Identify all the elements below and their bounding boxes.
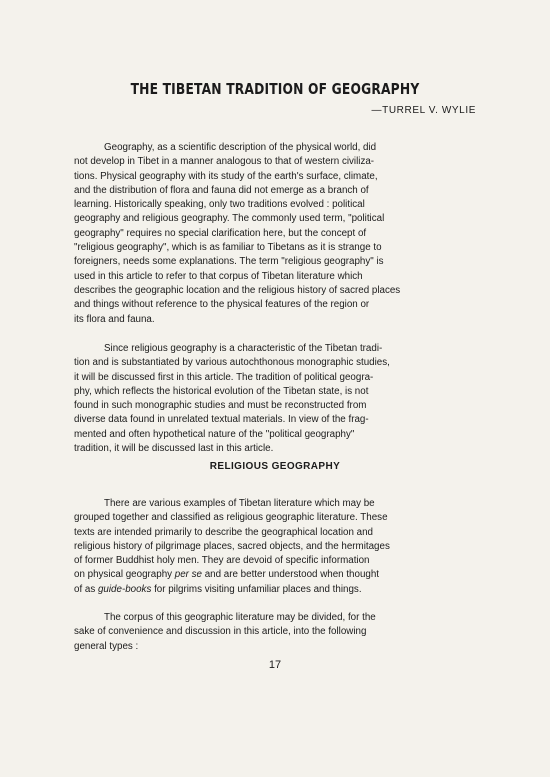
italic-term: guide-books (97, 583, 152, 595)
italic-term: per se (174, 569, 202, 581)
paragraph-corpus (74, 611, 474, 654)
section-heading: RELIGIOUS GEOGRAPHY (209, 461, 341, 472)
paragraph-second (74, 342, 474, 456)
text-line: its flora and fauna. (74, 313, 155, 325)
text-line: texts are intended primarily to describe the geographical location and (74, 526, 373, 538)
text-line: not develop in Tibet in a manner analogous to that of western civiliza- (74, 156, 375, 168)
text-line: tradition, it will be discussed last in this article. (74, 443, 274, 455)
text-line: "religious geography", which is as familiar to Tibetans as it is strange to (74, 242, 382, 254)
text-line (74, 568, 474, 582)
text-line: Since religious geography is a characteristic of the Tibetan tradi- (104, 343, 383, 354)
text-segment: on physical geography (74, 569, 175, 581)
text-line: phy, which reflects the historical evolution of the Tibetan state, is not (74, 385, 369, 397)
paragraph-intro (74, 141, 474, 327)
text-line: Geography, as a scientific description of the physical world, did (104, 142, 377, 153)
text-line: grouped together and classified as religious geographic literature. These (74, 512, 388, 524)
text-line: found in such monographic studies and must be reconstructed from (74, 400, 367, 412)
text-line: sake of convenience and discussion in this article, into the following (74, 626, 367, 638)
text-line: religious history of pilgrimage places, sacred objects, and the hermitages (74, 540, 390, 552)
text-line: geography and religious geography. The commonly used term, "political (74, 213, 385, 225)
text-line: The corpus of this geographic literature may be divided, for the (104, 612, 376, 623)
text-segment: and are better understood when thought (202, 569, 380, 581)
author-line: —TURREL V. WYLIE (371, 105, 476, 116)
paragraph-religious (74, 497, 474, 597)
text-line: and the distribution of flora and fauna did not emerge as a branch of (74, 184, 369, 196)
text-line: describes the geographic location and the religious history of sacred places (74, 284, 401, 296)
text-line: tion and is substantiated by various autochthonous monographic studies, (74, 357, 390, 369)
text-line: There are various examples of Tibetan literature which may be (104, 498, 375, 509)
text-line: general types : (74, 640, 139, 652)
text-line: used in this article to refer to that corpus of Tibetan literature which (74, 270, 363, 282)
text-line (74, 583, 474, 597)
text-segment: for pilgrims visiting unfamiliar places and things. (151, 583, 362, 595)
text-line: diverse data found in unrelated textual materials. In view of the frag- (74, 414, 369, 426)
text-segment: of as (74, 583, 98, 595)
text-line: mented and often hypothetical nature of the "political geography" (74, 428, 355, 440)
article-title: THE TIBETAN TRADITION OF GEOGRAPHY (130, 80, 420, 98)
page-number: 17 (268, 659, 282, 671)
text-line: it will be discussed first in this article. The tradition of political geogra- (74, 371, 374, 383)
text-line: geography" requires no special clarification here, but the concept of (74, 227, 367, 239)
text-line: foreigners, needs some explanations. The term "religious geography" is (74, 256, 384, 268)
text-line: learning. Historically speaking, only two traditions evolved : political (74, 199, 365, 211)
text-line: tions. Physical geography with its study of the earth's surface, climate, (74, 170, 378, 182)
text-line: of former Buddhist holy men. They are devoid of specific information (74, 555, 370, 567)
text-line: and things without reference to the physical features of the region or (74, 299, 370, 311)
